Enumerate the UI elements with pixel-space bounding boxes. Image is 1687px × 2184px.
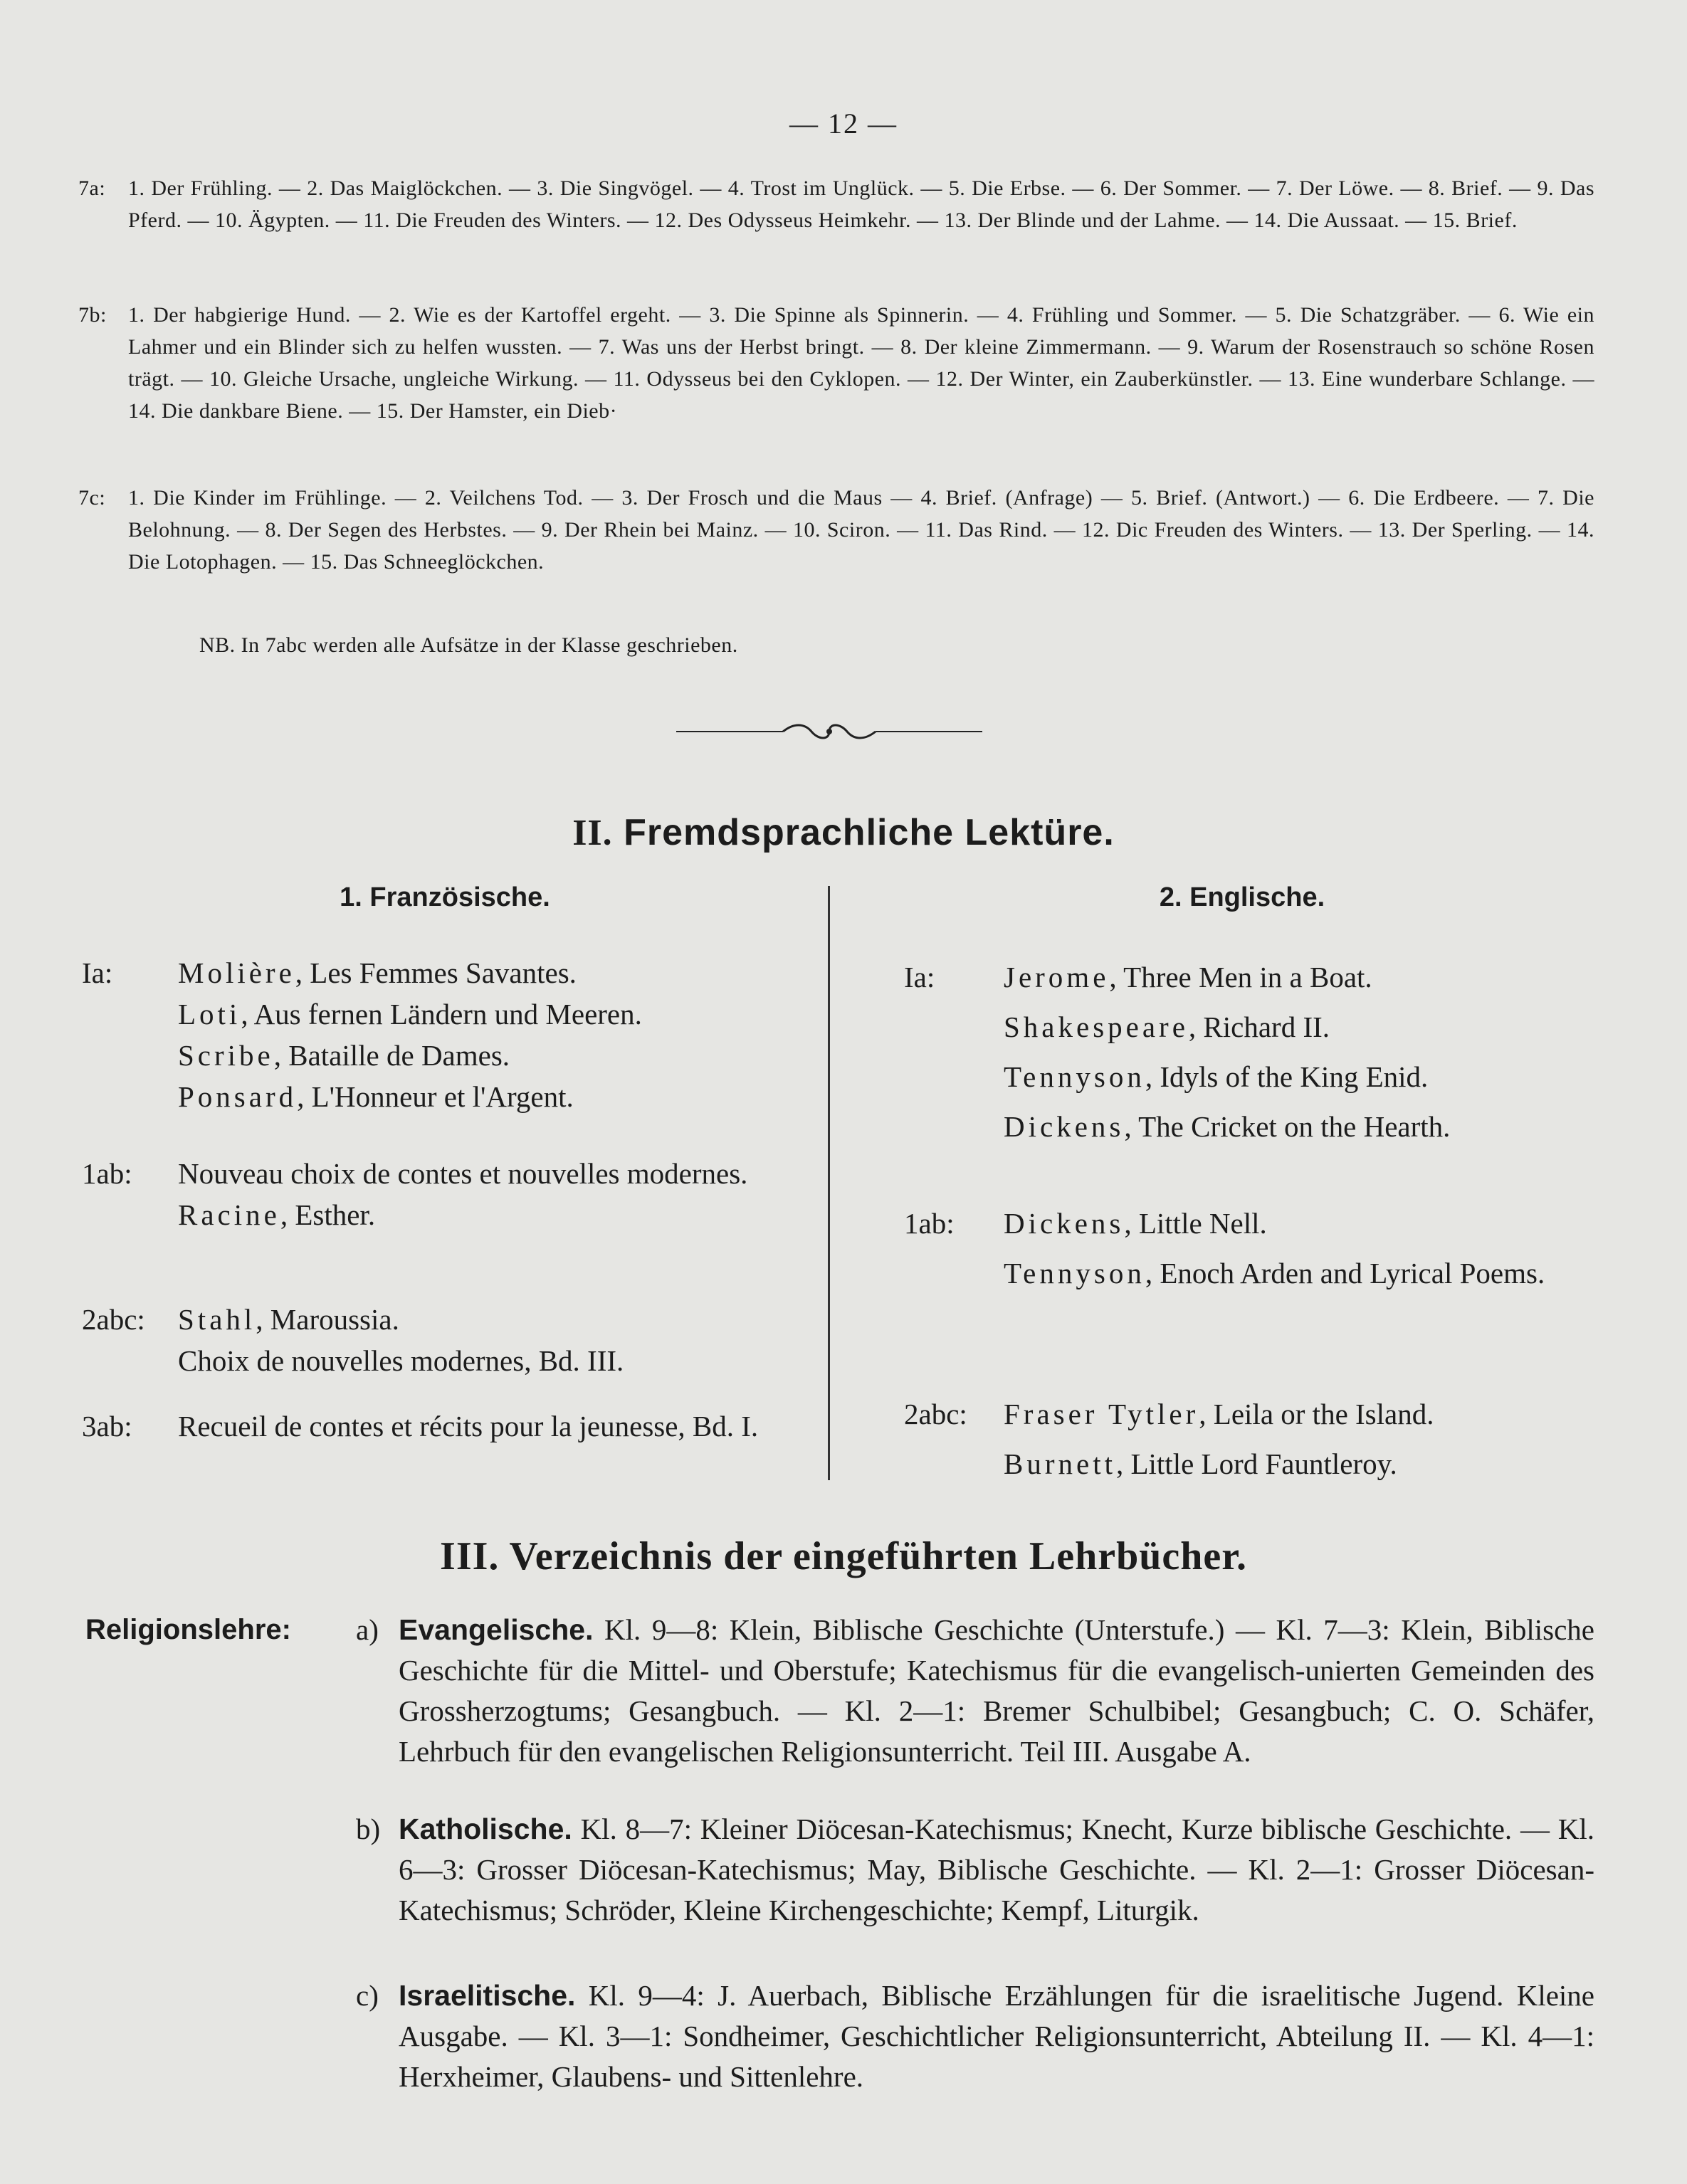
french-heading: 1. Französische. [340, 882, 550, 912]
book-entry: Tennyson, Enoch Arden and Lyrical Poems. [1004, 1257, 1545, 1289]
ornament-divider [676, 717, 982, 746]
essay-list-7b [78, 299, 1594, 427]
book-entry: Molière, Les Femmes Savantes. [178, 956, 577, 989]
english-heading: 2. Englische. [1159, 882, 1325, 912]
textbooks: Kl. 8—7: Kleiner Diöcesan-Katechismus; Knecht, Kurze biblische Geschichte. — Kl. 6—3: Grosser Diöcesan-Katechismus; May, Biblische Geschichte. — Kl. 2—1: Grosser Diöcesan-Katechismus; Schröder, Kleine Kirchengeschichte; Kempf, Liturgik. [399, 1813, 1594, 1926]
page-number: — 12 — [789, 107, 898, 139]
book-entry: Shakespeare, Richard II. [1004, 1011, 1330, 1043]
book-entry: Loti, Aus fernen Ländern und Meeren. [178, 998, 642, 1030]
book-entry: Ponsard, L'Honneur et l'Argent. [178, 1080, 574, 1113]
textbooks: Kl. 9—8: Klein, Biblische Geschichte (Unterstufe.) — Kl. 7—3: Klein, Biblische Geschichte für die Mittel- und Oberstufe; Katechismus für die evangelisch-unierten Gemeinden des Grossherzogtums; Gesangbuch. — Kl. 2—1: Bremer Schulbibel; Gesangbuch; C. O. Schäfer, Lehrbuch für den evangelischen Religionsunterricht. Teil III. Ausgabe A. [399, 1613, 1595, 1768]
book-entry: Scribe, Bataille de Dames. [178, 1039, 510, 1072]
column-divider [828, 886, 830, 1480]
religion-catholic: b) Katholische. Kl. 8—7: Kleiner Diöcesan-Katechismus; Knecht, Kurze biblische Geschichte. — Kl. 6—3: Grosser Diöcesan-Katechismus; May, Biblische Geschichte. — Kl. 2—1: Grosser Diöcesan-Katechismus; Schröder, Kleine Kirchengeschichte; Kempf, Liturgik. [356, 1813, 1594, 1926]
book-entry: Fraser Tytler, Leila or the Island. [1004, 1398, 1434, 1430]
denomination: Evangelische. [399, 1613, 594, 1646]
religion-israelite: c) Israelitische. Kl. 9—4: J. Auerbach, Biblische Erzählungen für die israelitische Jugend. Kleine Ausgabe. — Kl. 3—1: Sondheimer, Geschichtlicher Religionsunterricht, Abteilung II. — Kl. 4—1: Herxheimer, Glaubens- und Sittenlehre. [356, 1979, 1595, 2093]
essay-list-7a [78, 172, 1594, 236]
book-entry: Dickens, The Cricket on the Hearth. [1004, 1110, 1451, 1143]
essay-class-label: 7b: [78, 303, 107, 327]
denomination: Israelitische. [399, 1979, 576, 2012]
book-entry: Tennyson, Idyls of the King Enid. [1004, 1060, 1429, 1093]
book-entry: Jerome, Three Men in a Boat. [1004, 961, 1372, 993]
textbooks: Kl. 9—4: J. Auerbach, Biblische Erzählungen für die israelitische Jugend. Kleine Ausgabe. — Kl. 3—1: Sondheimer, Geschichtlicher Religionsunterricht, Abteilung II. — Kl. 4—1: Herxheimer, Glaubens- und Sittenlehre. [399, 1979, 1595, 2093]
essay-topics: 1. Die Kinder im Frühlinge. — 2. Veilchens Tod. — 3. Der Frosch und die Maus — 4. Brief. (Anfrage) — 5. Brief. (Antwort.) — 6. Die Erdbeere. — 7. Die Belohnung. — 8. Der Segen des Herbstes. — 9. Der Rhein bei Mainz. — 10. Sciron. — 11. Das Rind. — 12. Dic Freuden des Winters. — 13. Der Sperling. — 14. Die Lotophagen. — 15. Das Schneeglöckchen. [128, 486, 1594, 574]
essay-class-label: 7a: [78, 176, 106, 200]
section-3-title: III. Verzeichnis der eingeführten Lehrbücher. [440, 1534, 1247, 1578]
religion-evangelical: a) Evangelische. Kl. 9—8: Klein, Biblische Geschichte (Unterstufe.) — Kl. 7—3: Klein, Biblische Geschichte für die Mittel- und Oberstufe; Katechismus für die evangelisch-unierten Gemeinden des Grossherzogtums; Gesangbuch. — Kl. 2—1: Bremer Schulbibel; Gesangbuch; C. O. Schäfer, Lehrbuch für den evangelischen Religionsunterricht. Teil III. Ausgabe A. [356, 1613, 1595, 1768]
book-entry: Burnett, Little Lord Fauntleroy. [1004, 1447, 1397, 1480]
essay-list-7c [78, 482, 1594, 578]
book-entry: Nouveau choix de contes et nouvelles modernes. [178, 1157, 748, 1190]
book-entry: Recueil de contes et récits pour la jeunesse, Bd. I. [178, 1410, 759, 1442]
religion-label: Religionslehre: [85, 1614, 291, 1645]
book-entry: Choix de nouvelles modernes, Bd. III. [178, 1344, 624, 1377]
section-2-title: II. Fremdsprachliche Lektüre. [572, 812, 1115, 853]
denomination: Katholische. [399, 1813, 572, 1845]
note: NB. In 7abc werden alle Aufsätze in der Klasse geschrieben. [199, 633, 738, 657]
essay-topics: 1. Der habgierige Hund. — 2. Wie es der Kartoffel ergeht. — 3. Die Spinne als Spinnerin. — 4. Frühling und Sommer. — 5. Die Schatzgräber. — 6. Wie ein Lahmer und ein Blinder sich zu helfen wussten. — 7. Was uns der Herbst bringt. — 8. Der kleine Zimmermann. — 9. Warum der Rosenstrauch so schöne Rosen trägt. — 10. Gleiche Ursache, ungleiche Wirkung. — 11. Odysseus bei den Cyklopen. — 12. Der Winter, ein Zauberkünstler. — 13. Eine wunderbare Schlange. — 14. Die dankbare Biene. — 15. Der Hamster, ein Dieb· [128, 303, 1594, 423]
book-entry: Racine, Esther. [178, 1198, 376, 1231]
book-entry: Dickens, Little Nell. [1004, 1207, 1267, 1240]
essay-class-label: 7c: [78, 486, 106, 510]
book-entry: Stahl, Maroussia. [178, 1303, 399, 1336]
essay-topics: 1. Der Frühling. — 2. Das Maiglöckchen. — 3. Die Singvögel. — 4. Trost im Unglück. — 5. Die Erbse. — 6. Der Sommer. — 7. Der Löwe. — 8. Brief. — 9. Das Pferd. — 10. Ägypten. — 11. Die Freuden des Winters. — 12. Des Odysseus Heimkehr. — 13. Der Blinde und der Lahme. — 14. Die Aussaat. — 15. Brief. [128, 176, 1594, 232]
